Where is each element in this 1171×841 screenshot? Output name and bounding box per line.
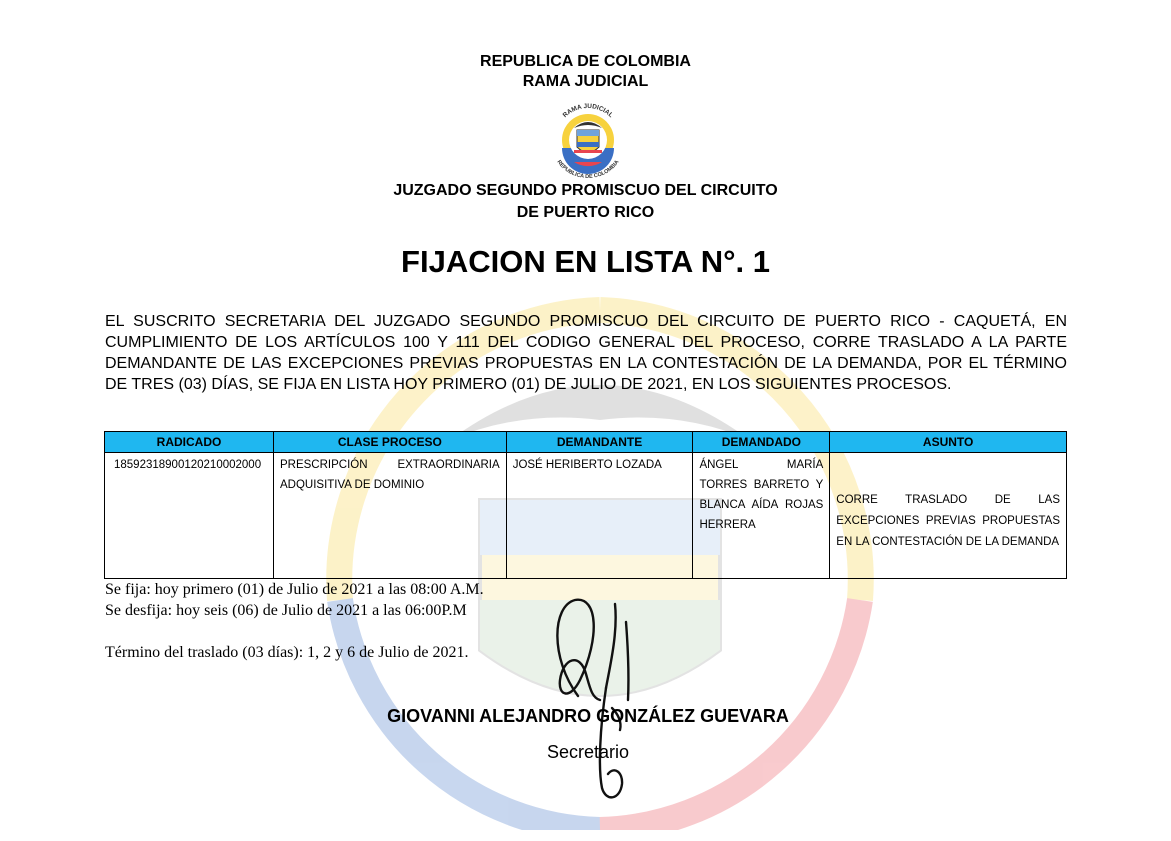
court-name-line1: JUZGADO SEGUNDO PROMISCUO DEL CIRCUITO xyxy=(393,182,778,199)
signer-role: Secretario xyxy=(546,742,630,762)
table-header-row xyxy=(105,432,1067,453)
country-heading: REPUBLICA DE COLOMBIA xyxy=(480,53,691,70)
desfijacion-date: Se desfija: hoy seis (06) de Julio de 2021 a las 06:00P.M xyxy=(105,602,467,619)
rama-judicial-seal xyxy=(544,100,632,178)
process-list-table xyxy=(104,431,1067,579)
signer-name: GIOVANNI ALEJANDRO GONZÁLEZ GUEVARA xyxy=(387,706,789,726)
branch-heading: RAMA JUDICIAL xyxy=(522,73,649,90)
cell-radicado: 18592318900120210002000 xyxy=(105,453,274,579)
cell-demandado: ÁNGEL MARÍA TORRES BARRETO Y BLANCA AÍDA ROJAS HERRERA xyxy=(693,453,830,579)
header-demandante: DEMANDANTE xyxy=(506,432,693,453)
header-demandado: DEMANDADO xyxy=(693,432,830,453)
intro-paragraph: EL SUSCRITO SECRETARIA DEL JUZGADO SEGUNDO PROMISCUO DEL CIRCUITO DE PUERTO RICO - CAQUETÁ, EN CUMPLIMIENTO DE LOS ARTÍCULOS 100 Y 111 DEL CODIGO GENERAL DEL PROCESO, CORRE TRASLADO A LA PARTE DEMANDANTE DE LAS EXCEPCIONES PREVIAS PROPUESTAS EN LA CONTESTACIÓN DE LA DEMANDA, POR EL TÉRMINO DE TRES (03) DÍAS, SE FIJA EN LISTA HOY PRIMERO (01) DE JULIO DE 2021, EN LOS SIGUIENTES PROCESOS. xyxy=(105,313,1067,393)
court-name-line2: DE PUERTO RICO xyxy=(516,204,655,221)
handwritten-signature xyxy=(530,588,670,818)
header-asunto: ASUNTO xyxy=(830,432,1067,453)
header-clase-proceso: CLASE PROCESO xyxy=(273,432,506,453)
header-radicado: RADICADO xyxy=(105,432,274,453)
document-title: FIJACION EN LISTA N°. 1 xyxy=(401,244,770,279)
fijacion-date: Se fija: hoy primero (01) de Julio de 2021 a las 08:00 A.M. xyxy=(105,581,484,598)
cell-asunto: CORRE TRASLADO DE LAS EXCEPCIONES PREVIAS PROPUESTAS EN LA CONTESTACIÓN DE LA DEMANDA xyxy=(830,453,1067,579)
table-row xyxy=(105,453,1067,579)
cell-clase-proceso: PRESCRIPCIÓN EXTRAORDINARIA ADQUISITIVA DE DOMINIO xyxy=(273,453,506,579)
seal-text-top: RAMA JUDICIAL xyxy=(561,102,615,120)
traslado-term: Término del traslado (03 días): 1, 2 y 6 de Julio de 2021. xyxy=(105,644,469,661)
cell-demandante: JOSÉ HERIBERTO LOZADA xyxy=(506,453,693,579)
seal-text-bottom: REPUBLICA DE COLOMBIA xyxy=(555,159,621,178)
